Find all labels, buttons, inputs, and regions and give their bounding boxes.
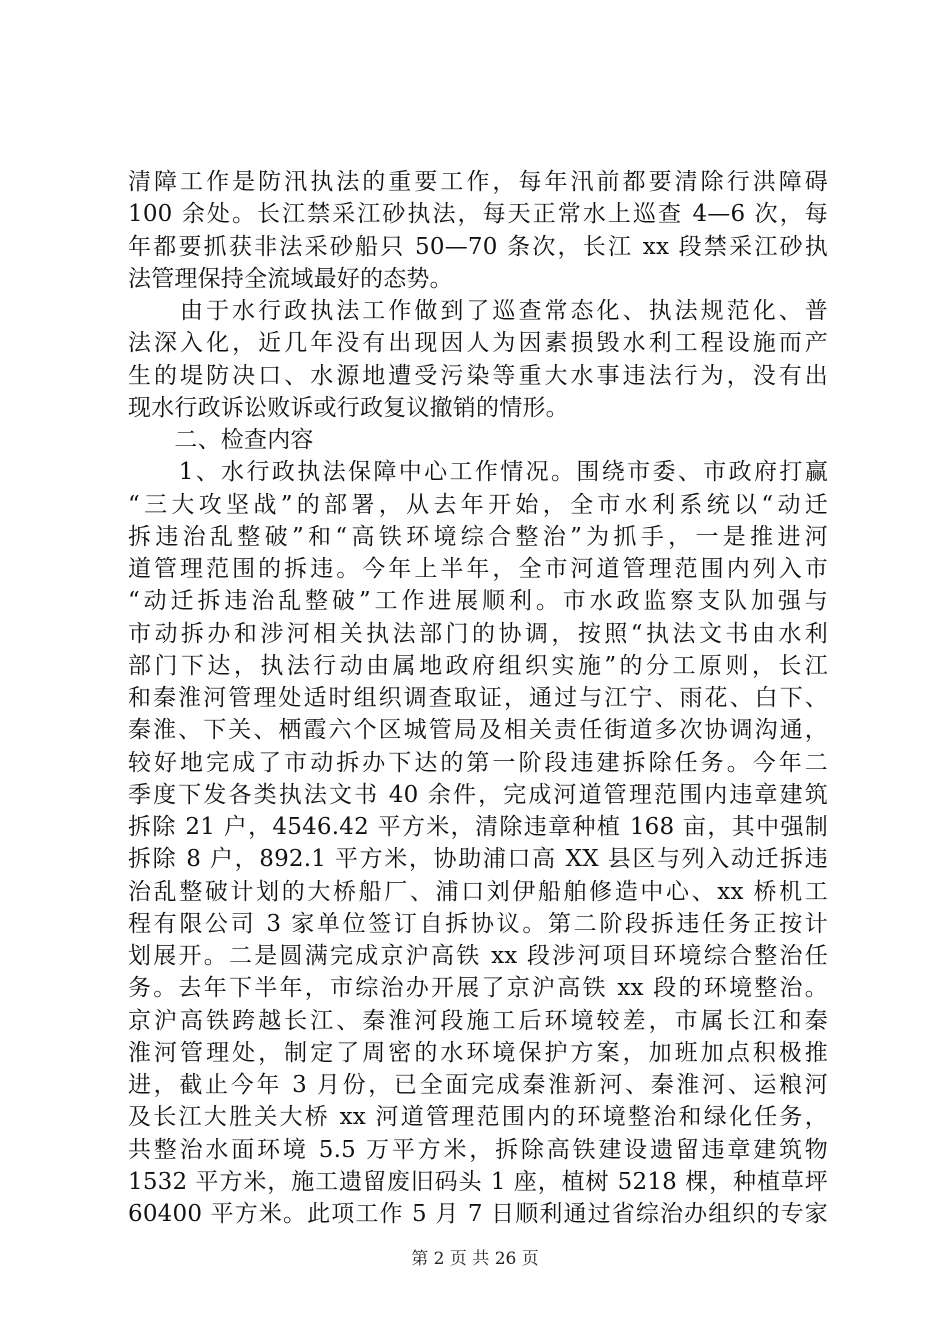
text-line: 市动拆办和涉河相关执法部门的协调，按照“执法文书由水利 [128,620,828,647]
text-line: 进，截止今年 3 月份，已全面完成秦淮新河、秦淮河、运粮河 [128,1072,828,1098]
text-line: 100 余处。长江禁采江砂执法，每天正常水上巡查 4—6 次，每 [128,201,828,228]
text-line: 1532 平方米，施工遗留废旧码头 1 座，植树 5218 棵，种植草坪 [128,1168,828,1195]
text-line: 二、检查内容 [128,427,314,453]
text-line: 现水行政诉讼败诉或行政复议撤销的情形。 [128,394,569,421]
text-line: 1、水行政执法保障中心工作情况。围绕市委、市政府打赢 [128,459,828,486]
text-line: 淮河管理处，制定了周密的水环境保护方案，加班加点积极推 [128,1039,828,1066]
text-line: 拆除 21 户，4546.42 平方米，清除违章种植 168 亩，其中强制 [128,814,828,840]
text-line: 共整治水面环境 5.5 万平方米，拆除高铁建设遗留违章建筑物 [128,1136,828,1163]
text-line: 由于水行政执法工作做到了巡查常态化、执法规范化、普 [128,298,828,324]
text-line: 清障工作是防汛执法的重要工作，每年汛前都要清除行洪障碍 [128,169,828,195]
text-line: 京沪高铁跨越长江、秦淮河段施工后环境较差，市属长江和秦 [128,1007,828,1034]
text-line: 法深入化，近几年没有出现因人为因素损毁水利工程设施而产 [128,330,828,357]
text-line: 部门下达，执法行动由属地政府组织实施”的分工原则，长江 [128,652,828,679]
text-line: 拆违治乱整破”和“高铁环境综合整治”为抓手，一是推进河 [128,523,828,550]
text-line: 生的堤防决口、水源地遭受污染等重大水事违法行为，没有出 [128,362,828,389]
text-line: “动迁拆违治乱整破”工作进展顺利。市水政监察支队加强与 [128,588,828,615]
text-line: 季度下发各类执法文书 40 余件，完成河道管理范围内违章建筑 [128,781,828,808]
text-line: 60400 平方米。此项工作 5 月 7 日顺利通过省综治办组织的专家 [128,1201,828,1227]
text-line: 划展开。二是圆满完成京沪高铁 xx 段涉河项目环境综合整治任 [128,943,828,969]
text-line: 务。去年下半年，市综治办开展了京沪高铁 xx 段的环境整治。 [128,975,828,1002]
text-line: 和秦淮河管理处适时组织调查取证，通过与江宁、雨花、白下、 [128,685,828,711]
text-line: 拆除 8 户，892.1 平方米，协助浦口高 XX 县区与列入动迁拆违 [128,846,828,873]
document-body [128,166,828,1230]
page-footer: 第 2 页 共 26 页 [411,1249,539,1269]
text-line: 道管理范围的拆违。今年上半年，全市河道管理范围内列入市 [128,556,828,582]
text-line: 及长江大胜关大桥 xx 河道管理范围内的环境整治和绿化任务， [128,1104,828,1131]
text-line: 年都要抓获非法采砂船只 50—70 条次，长江 xx 段禁采江砂执 [128,233,828,260]
text-line: 秦淮、下关、栖霞六个区城管局及相关责任街道多次协调沟通， [128,717,828,744]
text-line: 程有限公司 3 家单位签订自拆协议。第二阶段拆违任务正按计 [128,910,828,937]
text-line: 法管理保持全流域最好的态势。 [128,265,453,292]
text-line: 较好地完成了市动拆办下达的第一阶段违建拆除任务。今年二 [128,749,828,776]
text-line: “三大攻坚战”的部署，从去年开始，全市水利系统以“动迁 [128,491,828,518]
text-line: 治乱整破计划的大桥船厂、浦口刘伊船舶修造中心、xx 桥机工 [128,878,828,905]
